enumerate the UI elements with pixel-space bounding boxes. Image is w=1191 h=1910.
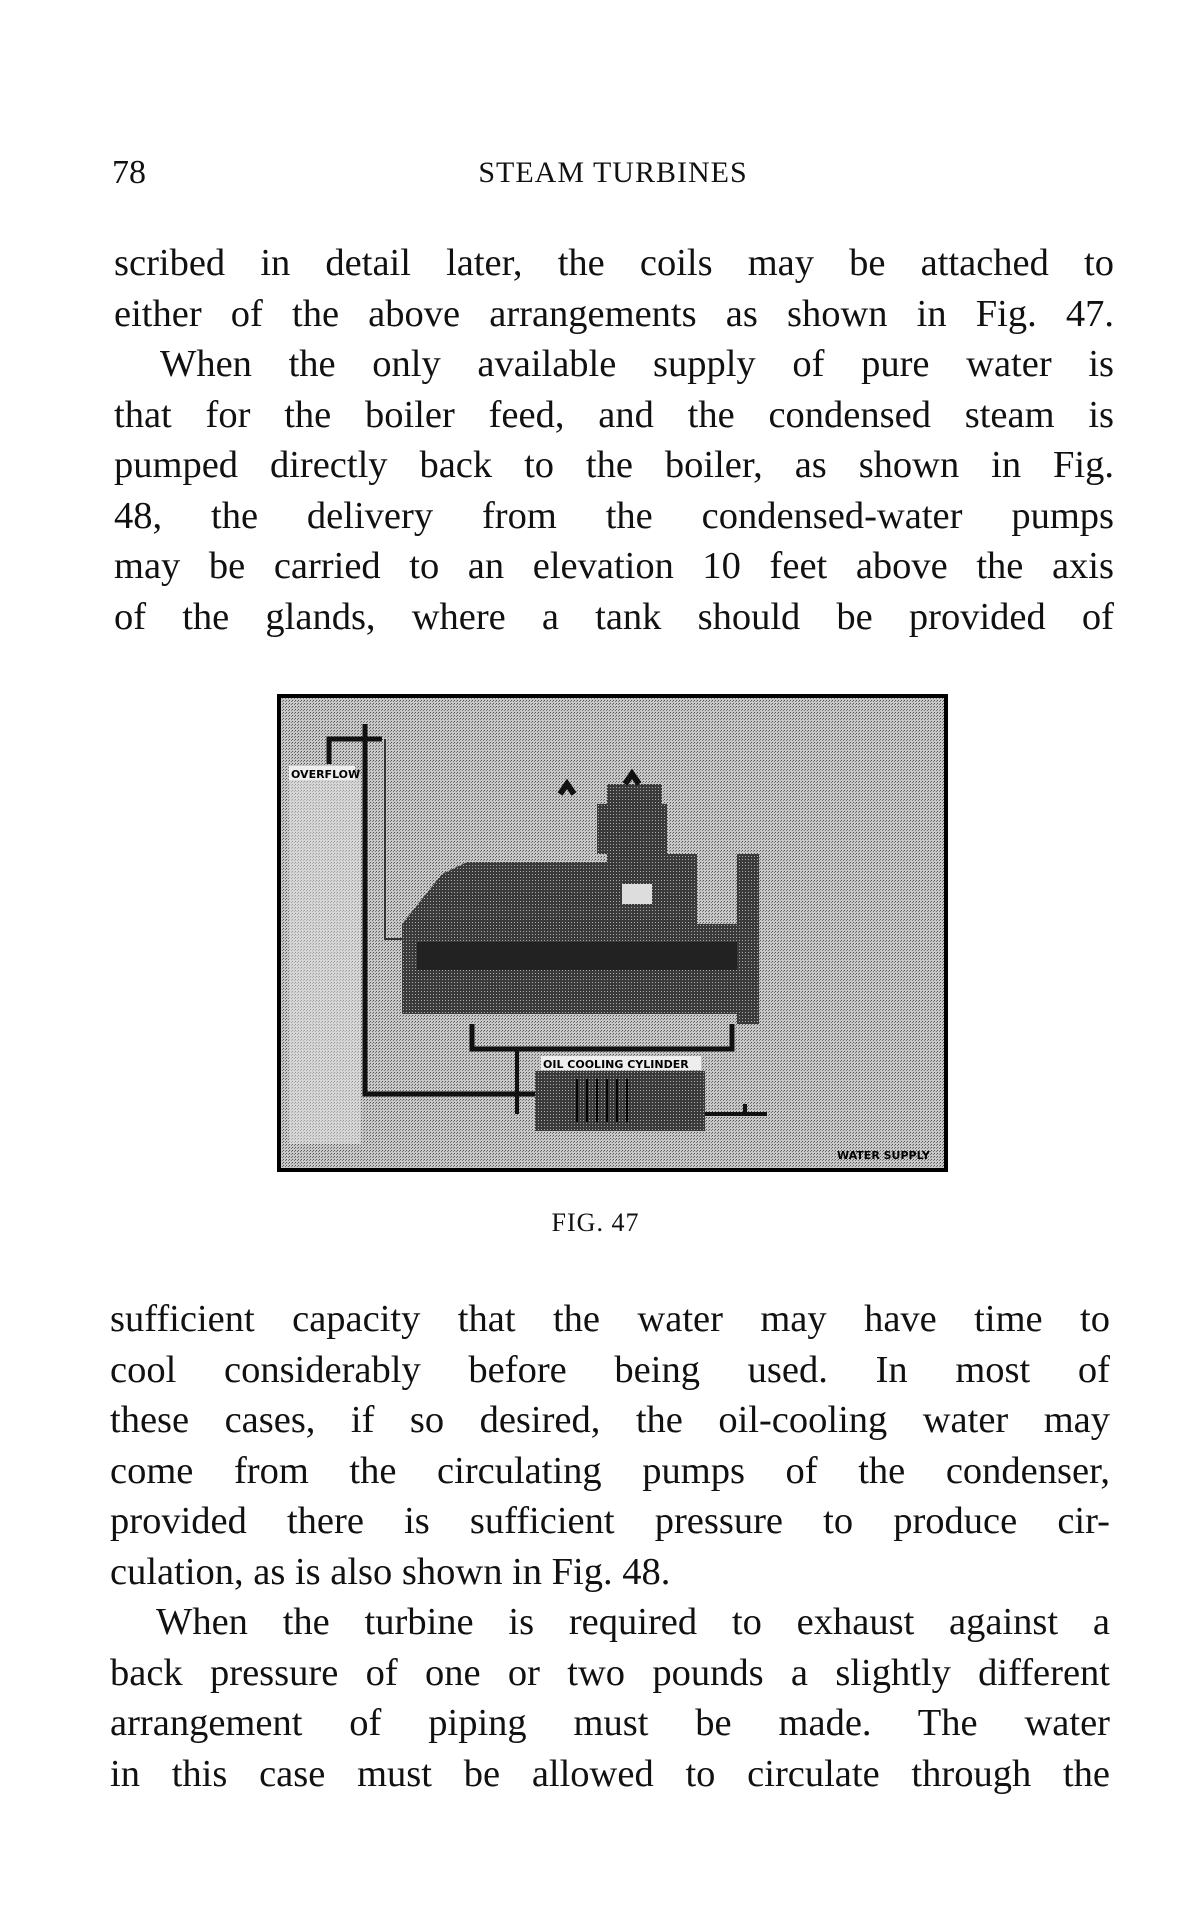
- text-line: scribed in detail later, the coils may be attached to: [114, 242, 1114, 284]
- text-line: provided there is sufficient pressure to produce cir-: [110, 1500, 1110, 1542]
- running-header: [112, 154, 1114, 198]
- label-oil-cooling-cylinder: OIL COOLING CYLINDER: [543, 1058, 689, 1071]
- text-line: pumped directly back to the boiler, as shown in Fig.: [114, 444, 1114, 486]
- text-line: When the turbine is required to exhaust against a: [156, 1601, 1110, 1643]
- text-line: When the only available supply of pure water is: [160, 343, 1114, 385]
- label-overflow: OVERFLOW: [291, 768, 361, 781]
- text-line: back pressure of one or two pounds a slightly different: [110, 1651, 1110, 1694]
- figure-caption: FIG. 47: [551, 1208, 640, 1237]
- figure-47-illustration: [277, 694, 948, 1172]
- text-line: come from the circulating pumps of the condenser,: [110, 1449, 1110, 1492]
- text-line: that for the boiler feed, and the condensed steam is: [114, 393, 1114, 436]
- text-block-bottom: [110, 1294, 1110, 1799]
- text-line: in this case must be allowed to circulate through the: [110, 1752, 1110, 1795]
- page-number: 78: [112, 154, 146, 191]
- oil-cooling-cylinder: [535, 1071, 705, 1131]
- end-bearing: [737, 854, 759, 1024]
- running-title: STEAM TURBINES: [478, 156, 748, 189]
- text-line: culation, as is also shown in Fig. 48.: [110, 1550, 671, 1593]
- text-line: of the glands, where a tank should be provided of: [114, 595, 1114, 638]
- text-line: either of the above arrangements as shown in Fig. 47.: [114, 292, 1114, 335]
- turbine-shaft: [417, 942, 757, 970]
- tank: [289, 774, 361, 1144]
- text-line: arrangement of piping must be made. The water: [110, 1702, 1110, 1744]
- text-line: 48, the delivery from the condensed-water pumps: [114, 494, 1114, 537]
- label-water-supply: WATER SUPPLY: [837, 1149, 930, 1162]
- text-line: sufficient capacity that the water may have time to: [110, 1298, 1110, 1340]
- text-line: cool considerably before being used. In most of: [110, 1348, 1110, 1391]
- governor: [597, 804, 667, 854]
- text-block-top: [114, 238, 1114, 642]
- text-line: these cases, if so desired, the oil-cooling water may: [110, 1399, 1110, 1441]
- text-line: may be carried to an elevation 10 feet above the axis: [114, 545, 1114, 587]
- governor-window: [622, 884, 652, 904]
